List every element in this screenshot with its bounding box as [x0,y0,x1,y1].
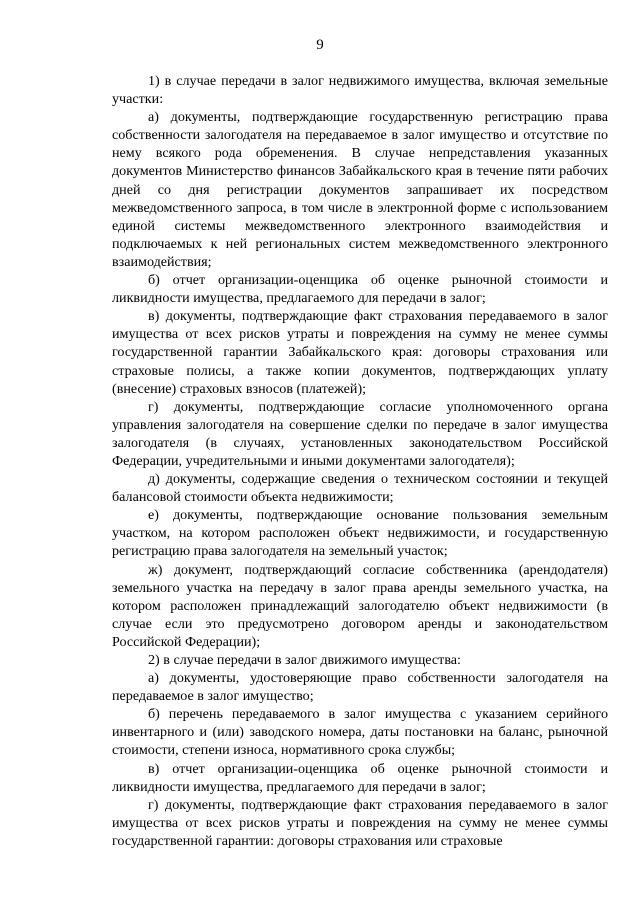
paragraph-subitem-1e: е) документы, подтверждающие основание пользования земельным участком, на котором расположен объект недвижимости, и государственную регистрацию права залогодателя на земельный участок; [112,507,608,560]
paragraph-subitem-1g: г) документы, подтверждающие согласие уполномоченного органа управления залогодателя на совершение сделки по передаче в залог имущества залогодателя (в случаях, установленных законодательством Российской Федерации, учредительными и иными документами залогодателя); [112,398,608,469]
paragraph-subitem-2g: г) документы, подтверждающие факт страхования передаваемого в залог имущества от всех рисков утраты и повреждения на сумму не менее суммы государственной гарантии: договоры страхования или страховые [112,796,608,849]
paragraph-subitem-1b: б) отчет организации-оценщика об оценке рыночной стоимости и ликвидности имущества, предлагаемого для передачи в залог; [112,272,608,307]
paragraph-subitem-1zh: ж) документ, подтверждающий согласие собственника (арендодателя) земельного участка на передачу в залог права аренды земельного участка, на котором расположен принадлежащий залогодателю объект недвижимости (в случае если это предусмотрено договором аренды и законодательством Российской Федерации); [112,561,608,650]
paragraph-item-1-intro: 1) в случае передачи в залог недвижимого имущества, включая земельные участки: [112,73,608,108]
paragraph-item-2-intro: 2) в случае передачи в залог движимого имущества: [148,652,461,668]
paragraph-subitem-2v: в) отчет организации-оценщика об оценке рыночной стоимости и ликвидности имущества, предлагаемого для передачи в залог; [112,760,608,795]
paragraph-subitem-2b: б) перечень передаваемого в залог имущества с указанием серийного инвентарного и (или) заводского номера, даты постановки на баланс, рыночной стоимости, степени износа, нормативного срока службы; [112,706,608,759]
paragraph-subitem-1d: д) документы, содержащие сведения о техническом состоянии и текущей балансовой стоимости объекта недвижимости; [112,471,608,506]
document-body [112,72,608,850]
paragraph-subitem-2a: а) документы, удостоверяющие право собственности залогодателя на передаваемое в залог имущество; [112,670,608,705]
page-number: 9 [316,37,324,53]
paragraph-subitem-1v: в) документы, подтверждающие факт страхования передаваемого в залог имущества от всех рисков утраты и повреждения на сумму не менее суммы государственной гарантии Забайкальского края: договоры страхования или страховые полисы, а также копии документов, подтверждающих уплату (внесение) страховых взносов (платежей); [112,308,608,397]
paragraph-subitem-1a: а) документы, подтверждающие государственную регистрацию права собственности залогодателя на передаваемое в залог имущество и отсутствие по нему всякого рода обременения. В случае непредставления указанных документов Министерство финансов Забайкальского края в течение пяти рабочих дней со дня регистрации документов запрашивает их посредством межведомственного запроса, в том числе в электронной форме с использованием единой системы межведомственного электронного взаимодействия и подключаемых к ней региональных систем межведомственного электронного взаимодействия; [112,109,608,270]
